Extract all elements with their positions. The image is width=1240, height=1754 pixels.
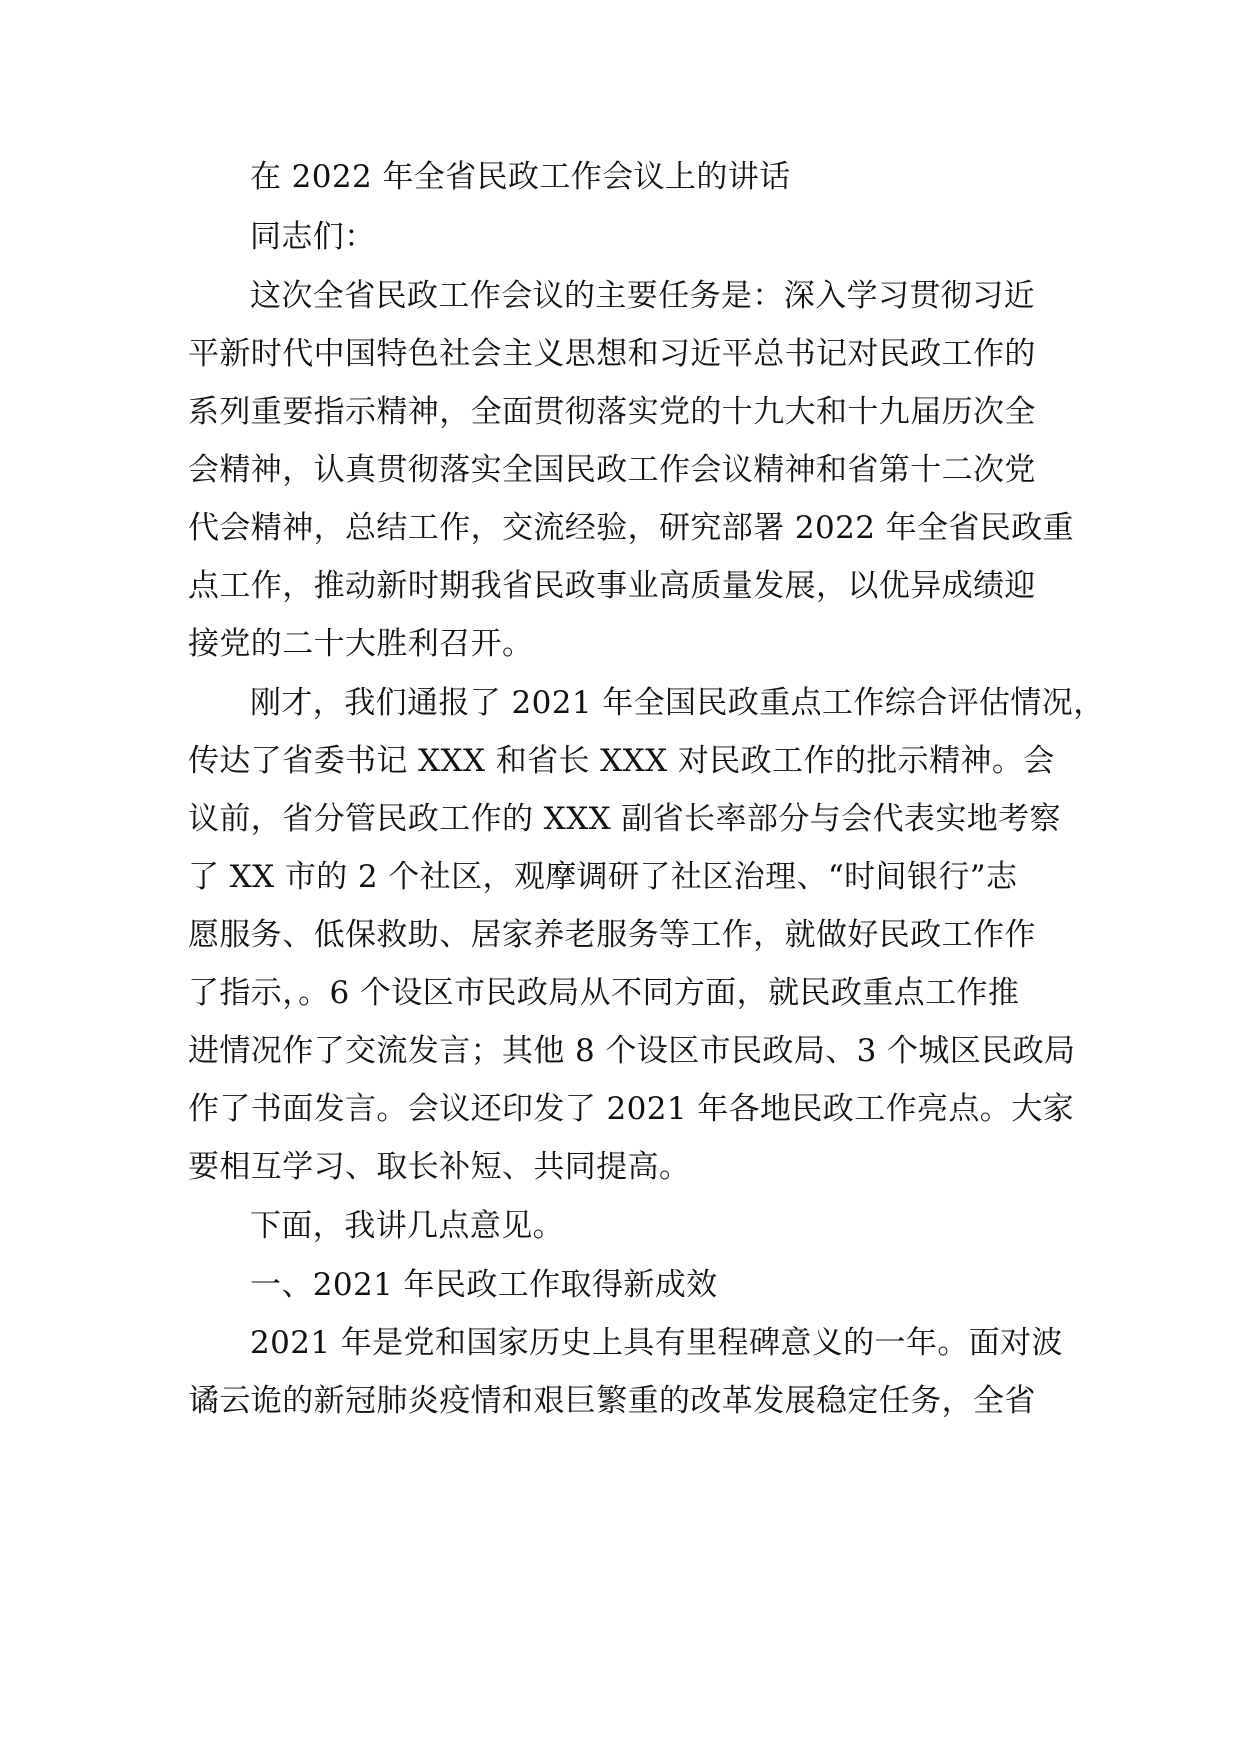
- salutation: 同志们：: [250, 219, 376, 255]
- paragraph-line: 点工作，推动新时期我省民政事业高质量发展，以优异成绩迎: [188, 568, 1036, 604]
- section-heading: 一、2021 年民政工作取得新成效: [250, 1267, 718, 1303]
- document-title: 在 2022 年全省民政工作会议上的讲话: [250, 159, 791, 195]
- paragraph-line: 平新时代中国特色社会主义思想和习近平总书记对民政工作的: [188, 336, 1036, 372]
- paragraph-line: 系列重要指示精神，全面贯彻落实党的十九大和十九届历次全: [188, 394, 1036, 430]
- paragraph-line: 愿服务、低保救助、居家养老服务等工作，就做好民政工作作: [188, 917, 1036, 953]
- paragraph-line: 进情况作了交流发言；其他 8 个设区市民政局、3 个城区民政局: [188, 1033, 1076, 1069]
- paragraph-line: 下面，我讲几点意见。: [250, 1208, 564, 1244]
- paragraph-line: 刚才，我们通报了 2021 年全国民政重点工作综合评估情况，: [250, 685, 1105, 721]
- paragraph-line: 接党的二十大胜利召开。: [188, 626, 534, 662]
- paragraph-line: 这次全省民政工作会议的主要任务是：深入学习贯彻习近: [250, 278, 1035, 314]
- paragraph-line: 会精神，认真贯彻落实全国民政工作会议精神和省第十二次党: [188, 452, 1036, 488]
- paragraph-line: 议前，省分管民政工作的 XXX 副省长率部分与会代表实地考察: [188, 801, 1061, 837]
- paragraph-line: 传达了省委书记 XXX 和省长 XXX 对民政工作的批示精神。会: [188, 743, 1055, 779]
- paragraph-line: 2021 年是党和国家历史上具有里程碑意义的一年。面对波: [250, 1325, 1063, 1361]
- paragraph-line: 了 XX 市的 2 个社区，观摩调研了社区治理、“时间银行”志: [188, 859, 1018, 895]
- paragraph-line: 作了书面发言。会议还印发了 2021 年各地民政工作亮点。大家: [188, 1091, 1074, 1127]
- paragraph-line: 谲云诡的新冠肺炎疫情和艰巨繁重的改革发展稳定任务，全省: [188, 1383, 1036, 1419]
- paragraph-line: 要相互学习、取长补短、共同提高。: [188, 1149, 691, 1185]
- paragraph-line: 代会精神，总结工作，交流经验，研究部署 2022 年全省民政重: [188, 510, 1074, 546]
- paragraph-line: 了指示，。6 个设区市民政局从不同方面，就民政重点工作推: [188, 975, 1020, 1011]
